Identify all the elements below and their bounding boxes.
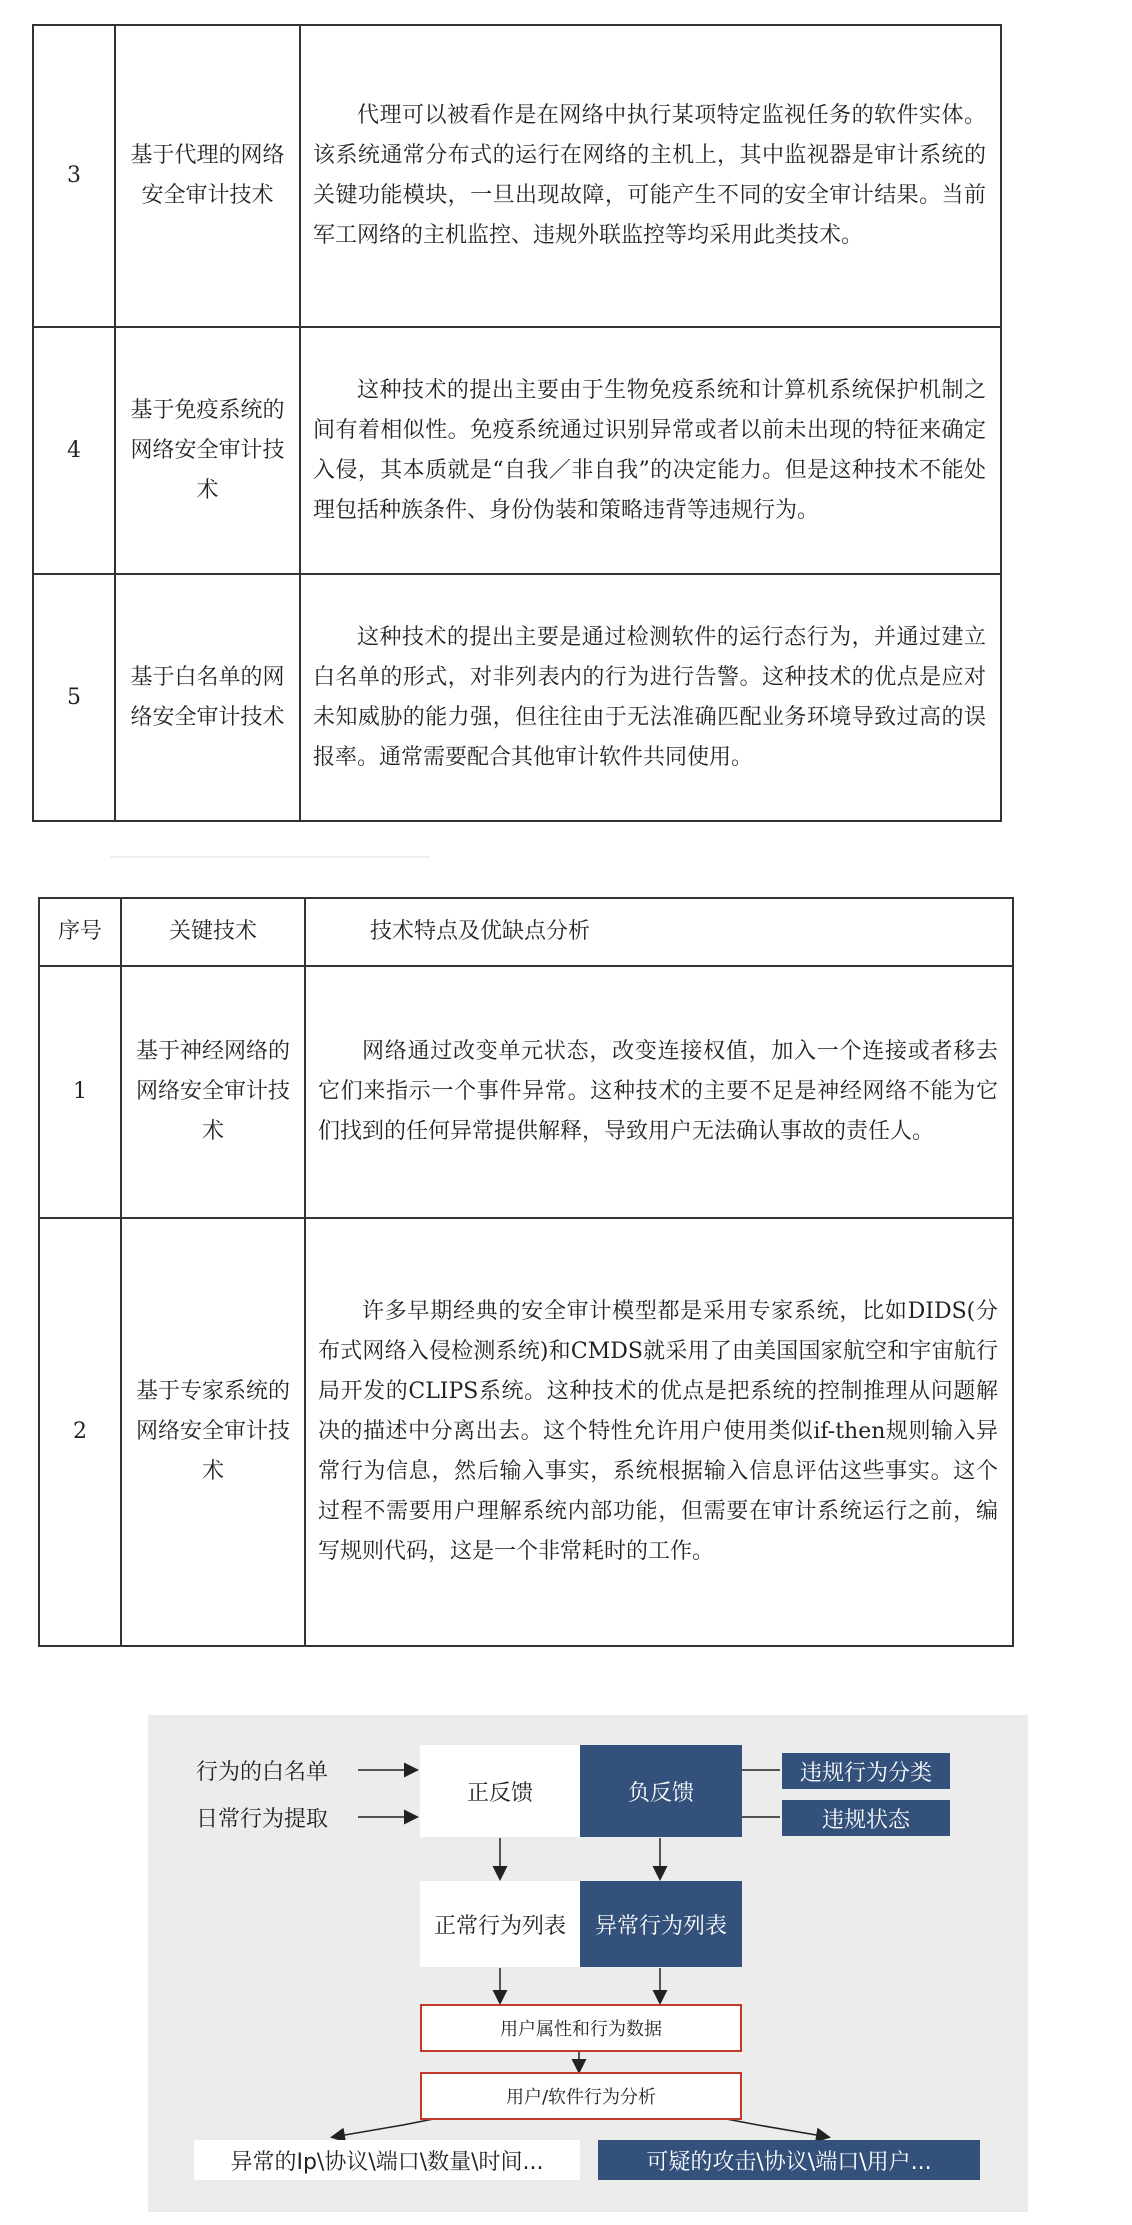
scan-artifact-divider <box>110 856 430 858</box>
table-row <box>33 25 1001 327</box>
table-row <box>33 574 1001 821</box>
technology-description: 这种技术的提出主要是通过检测软件的运行态行为，并通过建立白名单的形式，对非列表内的行为进行告警。这种技术的优点是应对未知威胁的能力强，但往往由于无法准确匹配业务环境导致过高的误报率。通常需要配合其他审计软件共同使用。 <box>300 574 1001 821</box>
row-number: 3 <box>33 25 115 327</box>
abnormal-list-box: 异常行为列表 <box>580 1881 742 1967</box>
violation-state-box: 违规状态 <box>782 1800 950 1836</box>
key-technology: 基于神经网络的网络安全审计技术 <box>121 966 305 1218</box>
security-audit-table-continued <box>32 24 1002 822</box>
key-technology: 基于专家系统的网络安全审计技术 <box>121 1218 305 1646</box>
daily-behavior-label: 日常行为提取 <box>196 1806 329 1832</box>
negative-feedback-box: 负反馈 <box>580 1745 742 1837</box>
key-technology: 基于免疫系统的网络安全审计技术 <box>115 327 300 574</box>
header-key-technology: 关键技术 <box>121 898 305 966</box>
table-row <box>33 327 1001 574</box>
suspicious-output-box: 可疑的攻击\协议\端口\用户... <box>598 2140 980 2180</box>
violation-class-box: 违规行为分类 <box>782 1753 950 1789</box>
table-row <box>39 1218 1013 1646</box>
row-number: 1 <box>39 966 121 1218</box>
row-number: 4 <box>33 327 115 574</box>
header-number: 序号 <box>39 898 121 966</box>
row-number: 2 <box>39 1218 121 1646</box>
normal-list-box: 正常行为列表 <box>420 1881 580 1967</box>
row-number: 5 <box>33 574 115 821</box>
table-header-row <box>39 898 1013 966</box>
table-row <box>39 966 1013 1218</box>
user-attribute-data-box: 用户属性和行为数据 <box>420 2004 742 2052</box>
technology-description: 代理可以被看作是在网络中执行某项特定监视任务的软件实体。该系统通常分布式的运行在网络的主机上，其中监视器是审计系统的关键功能模块，一旦出现故障，可能产生不同的安全审计结果。当前军工网络的主机监控、违规外联监控等均采用此类技术。 <box>300 25 1001 327</box>
key-technology: 基于白名单的网络安全审计技术 <box>115 574 300 821</box>
whitelist-audit-flow-diagram <box>148 1715 1028 2212</box>
technology-description: 这种技术的提出主要由于生物免疫系统和计算机系统保护机制之间有着相似性。免疫系统通过识别异常或者以前未出现的特征来确定入侵，其本质就是“自我／非自我”的决定能力。但是这种技术不能处理包括种族条件、身份伪装和策略违背等违规行为。 <box>300 327 1001 574</box>
technology-description: 网络通过改变单元状态，改变连接权值，加入一个连接或者移去它们来指示一个事件异常。这种技术的主要不足是神经网络不能为它们找到的任何异常提供解释，导致用户无法确认事故的责任人。 <box>305 966 1013 1218</box>
positive-feedback-box: 正反馈 <box>420 1745 580 1837</box>
header-analysis: 技术特点及优缺点分析 <box>305 898 1013 966</box>
behavior-analysis-box: 用户/软件行为分析 <box>420 2072 742 2120</box>
security-audit-table <box>38 897 1014 1647</box>
whitelist-label: 行为的白名单 <box>196 1759 329 1785</box>
abnormal-output-box: 异常的Ip\协议\端口\数量\时间... <box>194 2140 580 2180</box>
technology-description: 许多早期经典的安全审计模型都是采用专家系统，比如DIDS(分布式网络入侵检测系统)和CMDS就采用了由美国国家航空和宇宙航行局开发的CLIPS系统。这种技术的优点是把系统的控制推理从问题解决的描述中分离出去。这个特性允许用户使用类似if-then规则输入异常行为信息，然后输入事实，系统根据输入信息评估这些事实。这个过程不需要用户理解系统内部功能，但需要在审计系统运行之前，编写规则代码，这是一个非常耗时的工作。 <box>305 1218 1013 1646</box>
key-technology: 基于代理的网络安全审计技术 <box>115 25 300 327</box>
